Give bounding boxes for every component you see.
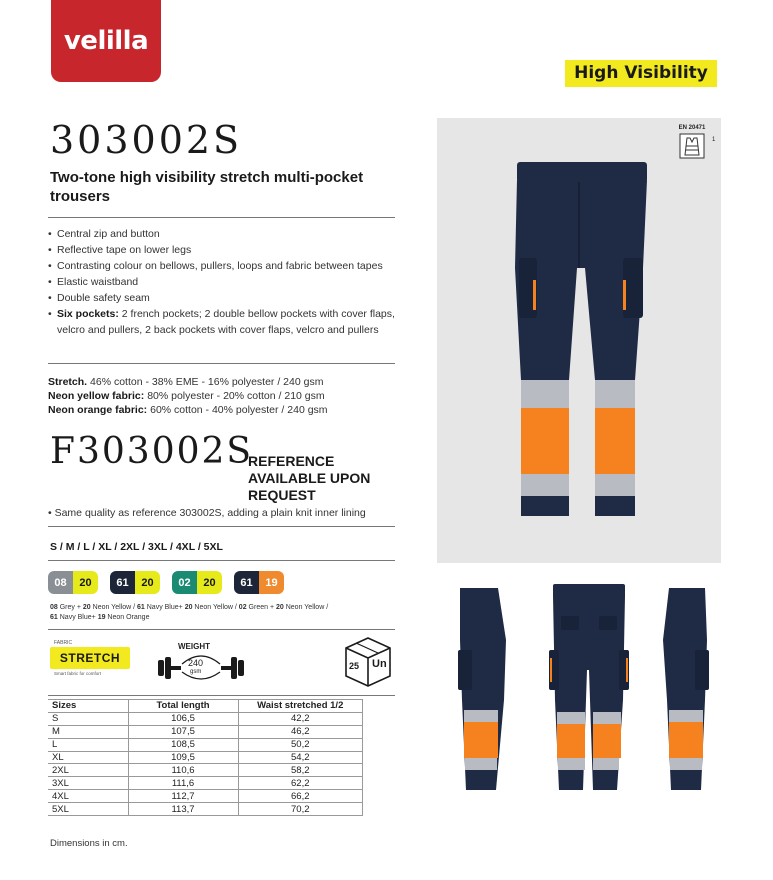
hi-vis-vest-icon bbox=[679, 133, 705, 159]
available-sizes: S / M / L / XL / 2XL / 3XL / 4XL / 5XL bbox=[50, 541, 223, 553]
table-row: XL 109,5 54,2 bbox=[48, 751, 363, 764]
product-title: Two-tone high visibility stretch multi-pocket trousers bbox=[50, 169, 364, 205]
feature-item: • Reflective tape on lower legs bbox=[48, 242, 395, 258]
table-header-row: Sizes Total length Waist stretched 1/2 bbox=[48, 700, 363, 713]
divider bbox=[48, 695, 395, 696]
table-row: L 108,5 50,2 bbox=[48, 738, 363, 751]
table-row: 3XL 111,6 62,2 bbox=[48, 777, 363, 790]
color-swatch[interactable]: 61 20 bbox=[110, 571, 160, 594]
swatch-legend: 08 Grey + 20 Neon Yellow / 61 Navy Blue+ 20 Neon Yellow / 02 Green + 20 Neon Yellow / 61 Navy Blue+ 19 Neon Orange bbox=[50, 604, 329, 621]
product-photo-main bbox=[437, 118, 721, 563]
variant-description: • Same quality as reference 303002S, adding a plain knit inner lining bbox=[48, 507, 366, 519]
product-photo-back bbox=[545, 580, 633, 805]
color-swatches bbox=[48, 571, 284, 594]
category-badge: High Visibility bbox=[565, 60, 717, 87]
variant-reference: F303002S bbox=[50, 431, 254, 472]
table-row: 5XL 113,7 70,2 bbox=[48, 803, 363, 816]
size-table bbox=[48, 699, 363, 816]
product-reference: 303002S bbox=[50, 118, 243, 162]
color-swatch[interactable]: 02 20 bbox=[172, 571, 222, 594]
fabric-line: Stretch. 46% cotton - 38% EME - 16% polyester / 240 gsm bbox=[48, 376, 324, 388]
color-swatch[interactable]: 61 19 bbox=[234, 571, 284, 594]
certification-badge: EN 20471 1 bbox=[669, 125, 715, 164]
feature-item: • Contrasting colour on bellows, pullers, loops and fabric between tapes bbox=[48, 258, 395, 274]
fabric-line: Neon orange fabric: 60% cotton - 40% polyester / 240 gsm bbox=[48, 404, 328, 416]
table-row: S 106,5 42,2 bbox=[48, 712, 363, 725]
table-row: 2XL 110,6 58,2 bbox=[48, 764, 363, 777]
fabric-line: Neon yellow fabric: 80% polyester - 20% cotton / 210 gsm bbox=[48, 390, 325, 402]
stretch-fabric-icon: FABRIC STRETCH Smart fabric for comfort bbox=[50, 640, 130, 680]
feature-item: • Central zip and button bbox=[48, 226, 395, 242]
color-swatch[interactable]: 08 20 bbox=[48, 571, 98, 594]
weight-icon: WEIGHT 240 gsm bbox=[156, 642, 246, 682]
variant-note: REFERENCE AVAILABLE UPON REQUEST bbox=[248, 453, 371, 503]
table-row: M 107,5 46,2 bbox=[48, 725, 363, 738]
brand-logo bbox=[51, 0, 161, 82]
feature-item: • Six pockets: 2 french pockets; 2 double bellow pockets with cover flaps, velcro and pullers, 2 back pockets with cover flaps, velcro and pullers bbox=[48, 306, 395, 338]
spec-icons bbox=[48, 632, 395, 692]
trousers-front-illustration bbox=[437, 118, 721, 563]
divider bbox=[48, 560, 395, 561]
feature-item: • Double safety seam bbox=[48, 290, 395, 306]
table-row: 4XL 112,7 66,2 bbox=[48, 790, 363, 803]
box-quantity-icon: 25 Un bbox=[342, 634, 394, 690]
product-photo-side-right bbox=[655, 580, 715, 805]
divider bbox=[48, 526, 395, 527]
feature-item: • Elastic waistband bbox=[48, 274, 395, 290]
brand-name: velilla bbox=[63, 26, 149, 56]
product-photo-side-left bbox=[452, 580, 522, 805]
divider bbox=[48, 629, 395, 630]
dimensions-note: Dimensions in cm. bbox=[50, 838, 128, 849]
feature-list bbox=[48, 226, 395, 338]
fabric-composition bbox=[48, 375, 395, 417]
divider bbox=[48, 363, 395, 364]
divider bbox=[48, 217, 395, 218]
